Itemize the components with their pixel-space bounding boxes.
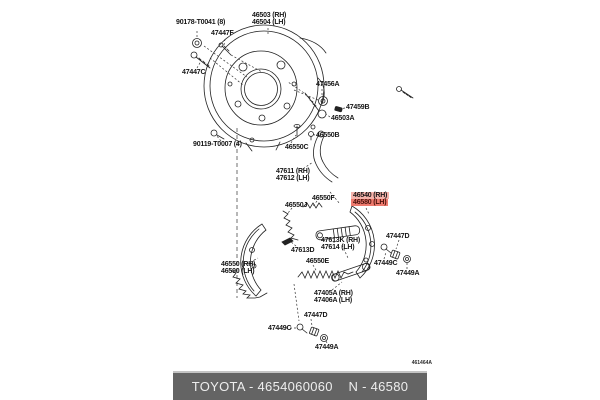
part-label-46540-rh: 46540 (RH) (353, 192, 388, 199)
footer-text: TOYOTA - 4654060060 N - 46580 (191, 379, 409, 394)
part-label-46503a: 46503A (331, 115, 355, 122)
part-label-47447c: 47447C (182, 69, 206, 76)
part-label-90119-t0007: 90119-T0007 (4) (193, 141, 242, 148)
part-label-46580-lh-highlighted: 46580 (LH) (353, 199, 387, 206)
part-label-47449a-bottom: 47449A (315, 344, 339, 351)
left-shoe-drawing (241, 224, 266, 296)
part-number-footer-bar (173, 371, 427, 400)
part-label-47449c-right: 47449C (374, 260, 398, 267)
part-label-47459b: 47459B (346, 104, 370, 111)
part-label-46504-lh: 46504 (LH) (252, 19, 286, 26)
part-label-46503-rh: 46503 (RH) (252, 12, 287, 19)
part-label-46550e: 46550E (306, 258, 329, 265)
part-label-47449a-right: 47449A (396, 270, 420, 277)
part-label-47449c-bottom: 47449C (268, 325, 292, 332)
part-label-47447f: 47447F (211, 30, 234, 37)
part-label-47612-lh: 47612 (LH) (276, 175, 310, 182)
figure-code-watermark: 461464A (411, 360, 432, 366)
part-label-47406a-lh: 47406A (LH) (314, 297, 352, 304)
part-label-47611-rh: 47611 (RH) (276, 168, 310, 175)
part-label-46550f: 46550F (312, 195, 335, 202)
clip-drawing (282, 238, 293, 245)
part-label-90178-t0041: 90178-T0041 (8) (176, 19, 226, 26)
part-label-47456a: 47456A (316, 81, 340, 88)
part-label-47447d-right: 47447D (386, 233, 410, 240)
part-label-46550b: 46550B (316, 132, 340, 139)
part-label-47447d-bottom: 47447D (304, 312, 328, 319)
fastener-drawings-bottom (297, 324, 328, 342)
part-label-46550j: 46550J (285, 202, 308, 209)
part-label-47613k-rh: 47613K (RH) (321, 237, 361, 244)
part-label-47405a-rh: 47405A (RH) (314, 290, 353, 297)
part-label-46550c: 46550C (285, 144, 309, 151)
part-label-46590-lh: 46590 (LH) (221, 268, 255, 275)
part-label-46550-rh: 46550 (RH) (221, 261, 256, 268)
part-label-47614-lh: 47614 (LH) (321, 244, 355, 251)
part-label-47613d: 47613D (291, 247, 315, 254)
